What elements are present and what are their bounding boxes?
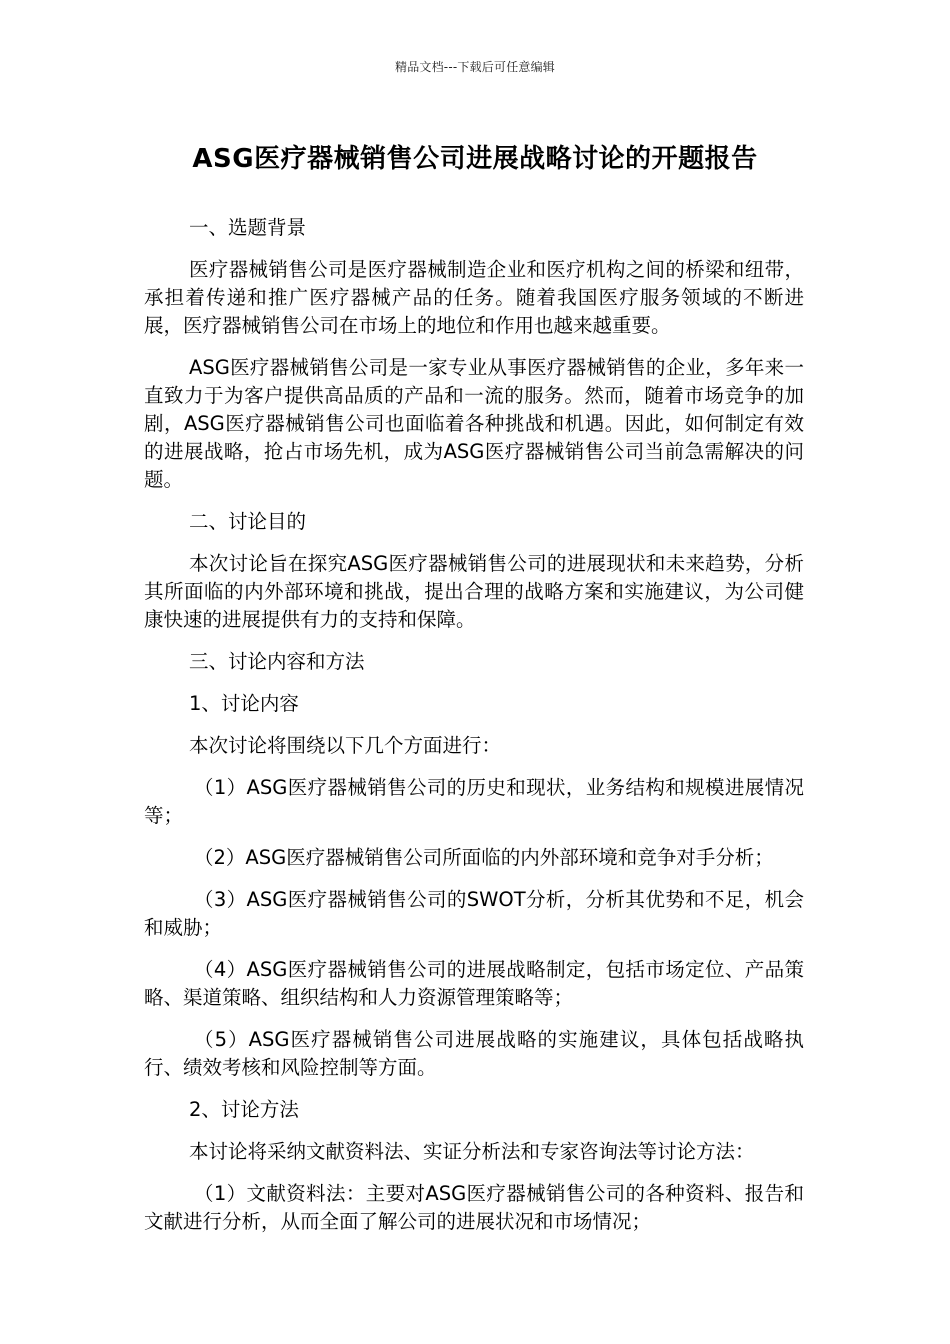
content-list-item: （3）ASG医疗器械销售公司的SWOT分析，分析其优势和不足，机会和威胁； [144, 888, 804, 939]
paragraph-background-1: 医疗器械销售公司是医疗器械制造企业和医疗机构之间的桥梁和纽带，承担着传递和推广医疗器械产品的任务。随着我国医疗服务领域的不断进展，医疗器械销售公司在市场上的地位和作用也越来越重要。 [144, 258, 804, 337]
content-list-item: （4）ASG医疗器械销售公司的进展战略制定，包括市场定位、产品策略、渠道策略、组织结构和人力资源管理策略等； [144, 958, 804, 1009]
content-list-item: （5）ASG医疗器械销售公司进展战略的实施建议，具体包括战略执行、绩效考核和风险控制等方面。 [144, 1028, 804, 1079]
content-list-item: （2）ASG医疗器械销售公司所面临的内外部环境和竞争对手分析； [194, 846, 774, 869]
paragraph-background-2: ASG医疗器械销售公司是一家专业从事医疗器械销售的企业，多年来一直致力于为客户提供高品质的产品和一流的服务。然而，随着市场竞争的加剧，ASG医疗器械销售公司也面临着各种挑战和机遇。因此，如何制定有效的进展战略，抢占市场先机，成为ASG医疗器械销售公司当前急需解决的问题。 [144, 356, 804, 491]
section-heading-background: 一、选题背景 [189, 216, 307, 239]
page-header: 精品文档---下载后可任意编辑 [395, 60, 555, 74]
content-intro: 本次讨论将围绕以下几个方面进行： [189, 734, 502, 757]
document-title: ASG医疗器械销售公司进展战略讨论的开题报告 [192, 144, 758, 174]
subsection-heading-methods: 2、讨论方法 [189, 1098, 299, 1121]
section-heading-purpose: 二、讨论目的 [189, 510, 307, 533]
section-heading-content-methods: 三、讨论内容和方法 [189, 650, 365, 673]
document-body [144, 214, 804, 1250]
methods-intro: 本讨论将采纳文献资料法、实证分析法和专家咨询法等讨论方法： [189, 1140, 755, 1163]
methods-list-item: （1）文献资料法：主要对ASG医疗器械销售公司的各种资料、报告和文献进行分析，从而全面了解公司的进展状况和市场情况； [144, 1182, 804, 1233]
subsection-heading-content: 1、讨论内容 [189, 692, 299, 715]
content-list-item: （1）ASG医疗器械销售公司的历史和现状，业务结构和规模进展情况等； [144, 776, 804, 827]
paragraph-purpose: 本次讨论旨在探究ASG医疗器械销售公司的进展现状和未来趋势，分析其所面临的内外部环境和挑战，提出合理的战略方案和实施建议，为公司健康快速的进展提供有力的支持和保障。 [144, 552, 804, 631]
